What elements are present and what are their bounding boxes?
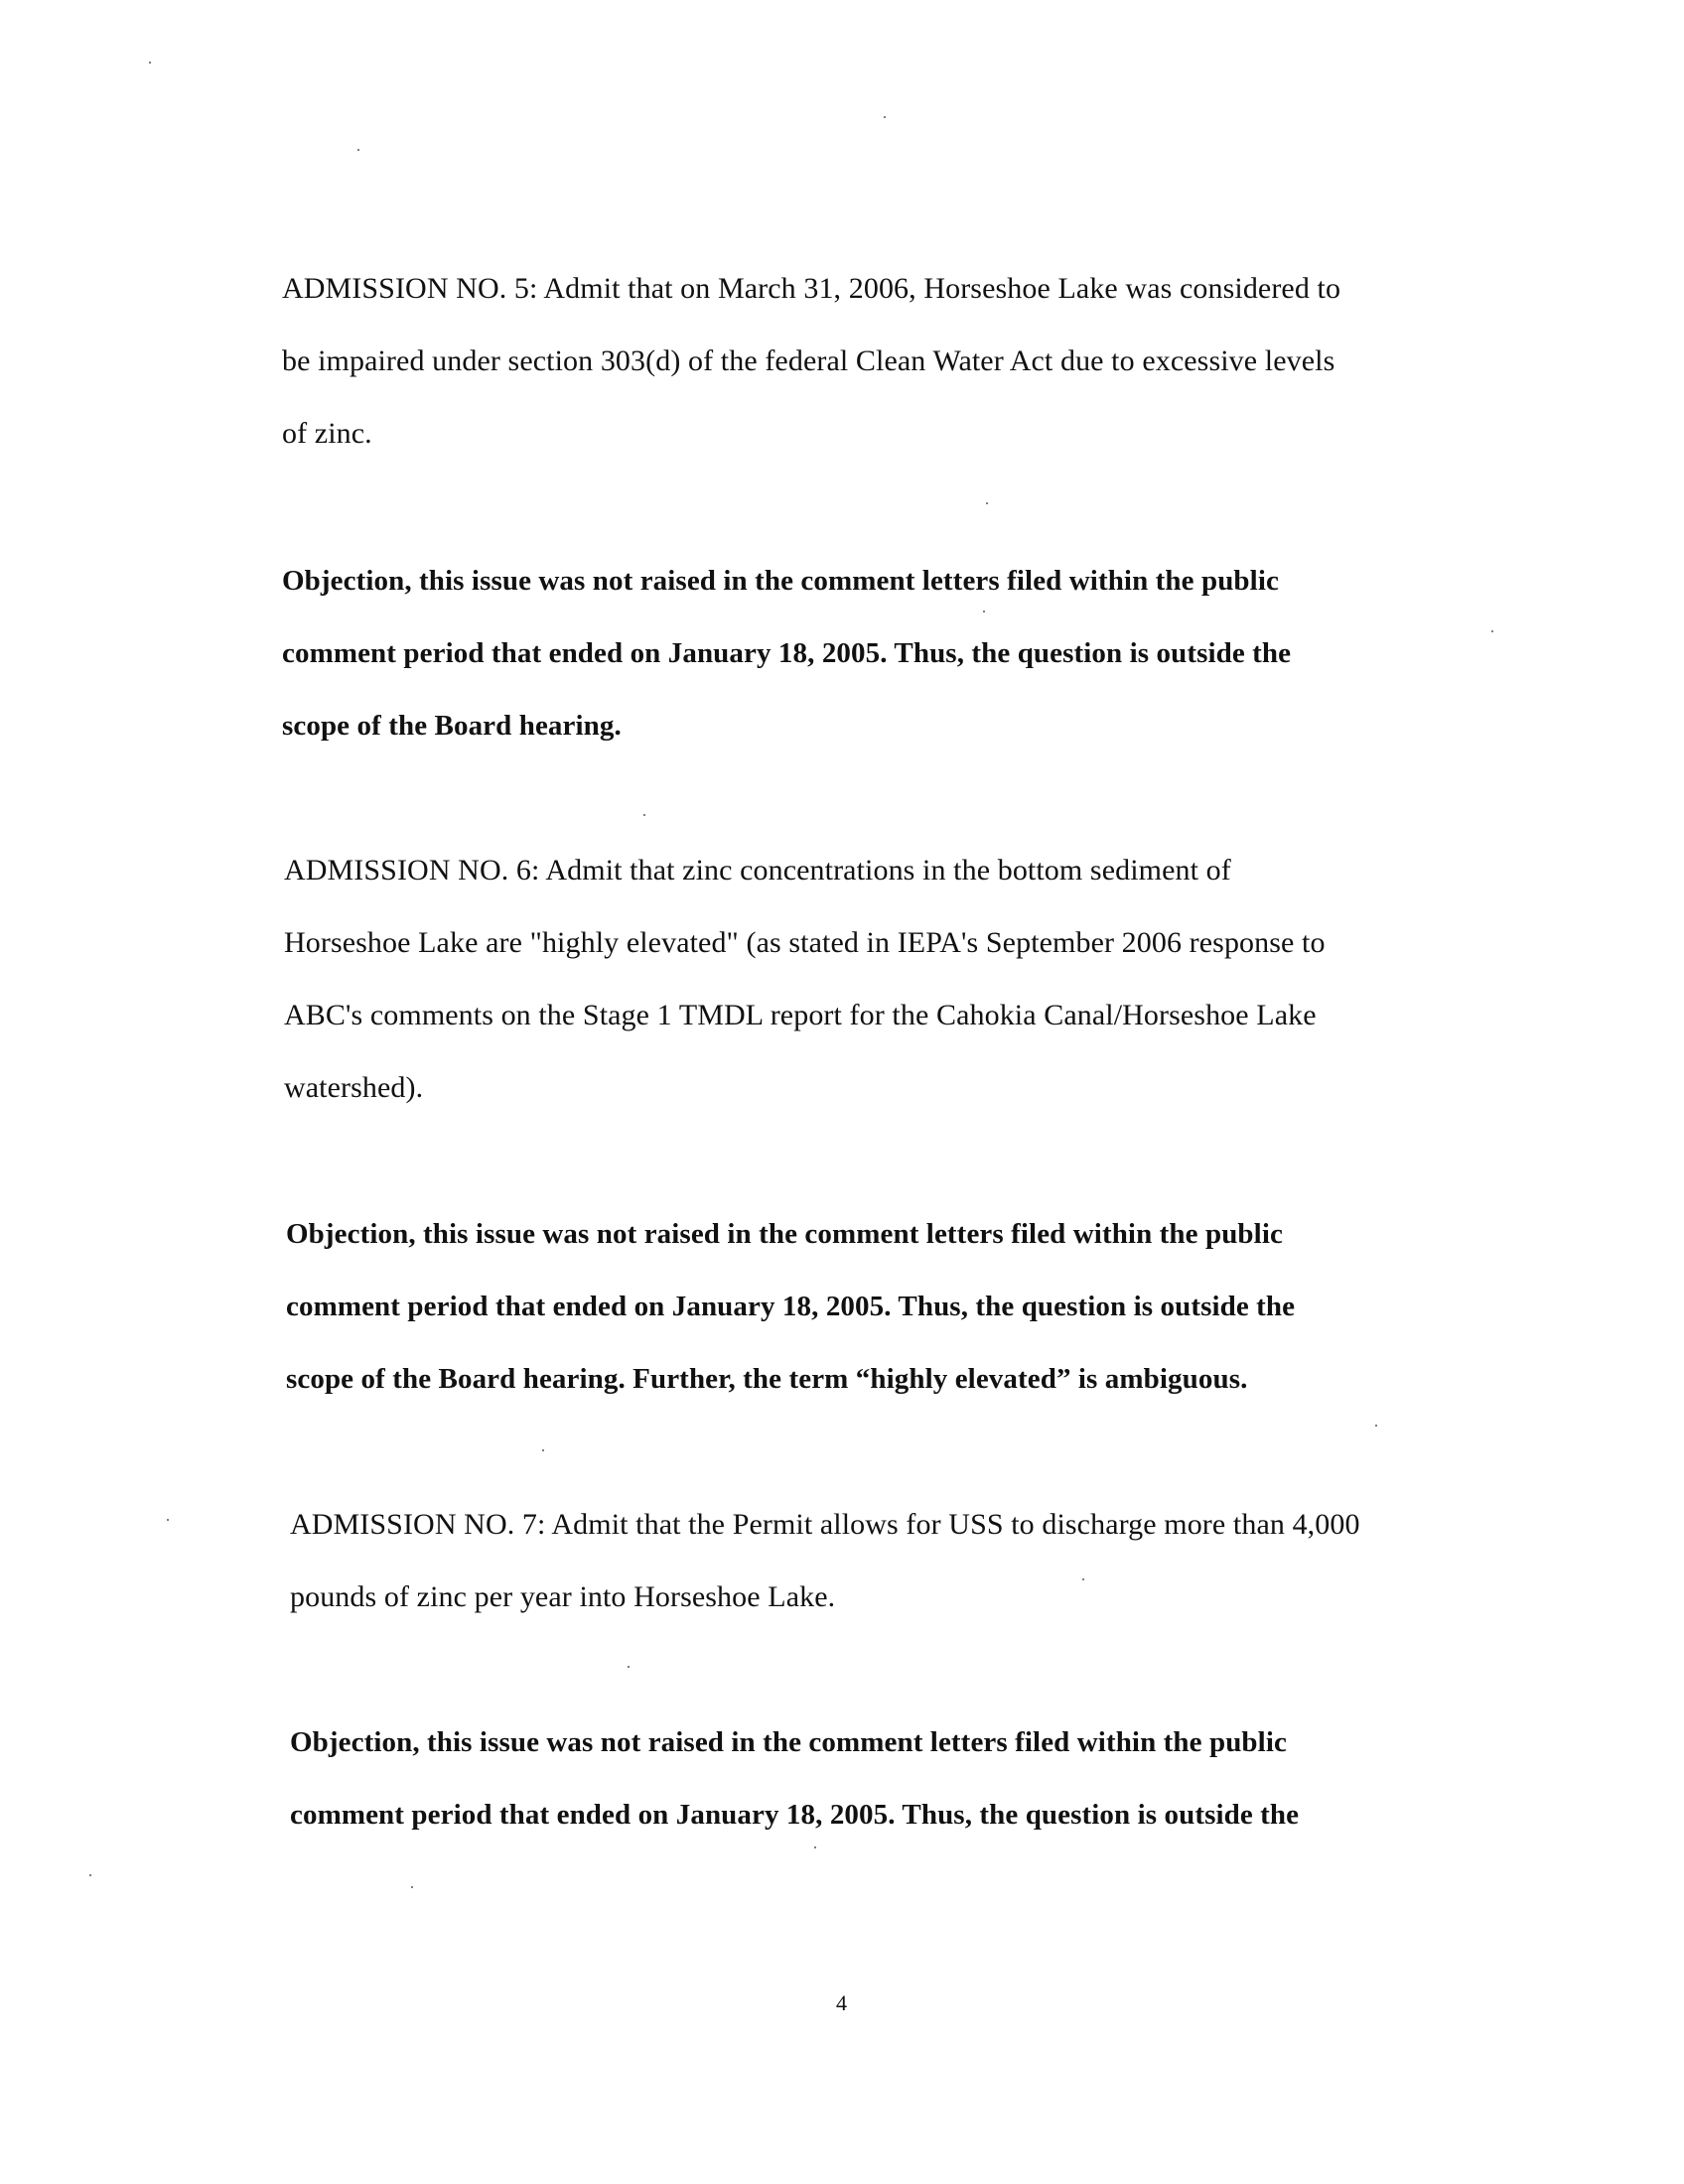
scan-speck: [1082, 1578, 1084, 1580]
admission-6-line-4: watershed).: [284, 1071, 424, 1104]
admission-7-line-1: ADMISSION NO. 7: Admit that the Permit allows for USS to discharge more than 4,000: [290, 1508, 1360, 1541]
page-number: 4: [836, 1990, 847, 2015]
admission-6-line-3: ABC's comments on the Stage 1 TMDL report for the Cahokia Canal/Horseshoe Lake: [284, 999, 1317, 1031]
objection-2-line-2: comment period that ended on January 18, 2005. Thus, the question is outside the: [286, 1291, 1296, 1322]
admission-5-line-2: be impaired under section 303(d) of the federal Clean Water Act due to excessive levels: [282, 344, 1335, 377]
scan-speck: [986, 502, 988, 504]
scan-speck: [89, 1874, 91, 1876]
objection-1-line-2: comment period that ended on January 18, 2005. Thus, the question is outside the: [282, 637, 1292, 669]
admission-6-line-2: Horseshoe Lake are "highly elevated" (as stated in IEPA's September 2006 response to: [284, 926, 1326, 959]
scan-speck: [884, 116, 886, 118]
admission-5-line-3: of zinc.: [282, 417, 372, 450]
objection-1-line-1: Objection, this issue was not raised in the comment letters filed within the public: [282, 565, 1279, 597]
scan-speck: [149, 62, 151, 64]
objection-2-line-1: Objection, this issue was not raised in the comment letters filed within the public: [286, 1218, 1283, 1250]
scan-speck: [167, 1519, 169, 1521]
scan-speck: [542, 1449, 544, 1451]
objection-3-line-2: comment period that ended on January 18, 2005. Thus, the question is outside the: [290, 1799, 1300, 1831]
scan-speck: [1491, 630, 1493, 632]
admission-6-line-1: ADMISSION NO. 6: Admit that zinc concentrations in the bottom sediment of: [284, 854, 1231, 887]
objection-2-line-3: scope of the Board hearing. Further, the term “highly elevated” is ambiguous.: [286, 1363, 1248, 1395]
scan-speck: [643, 814, 645, 816]
admission-7-line-2: pounds of zinc per year into Horseshoe Lake.: [290, 1580, 836, 1613]
scan-speck: [628, 1666, 630, 1668]
scan-speck: [357, 149, 359, 151]
scan-speck: [1375, 1425, 1377, 1427]
scan-speck: [411, 1886, 413, 1888]
objection-3-line-1: Objection, this issue was not raised in the comment letters filed within the public: [290, 1726, 1287, 1758]
objection-1-line-3: scope of the Board hearing.: [282, 710, 622, 742]
scan-speck: [983, 611, 985, 613]
scan-speck: [814, 1846, 816, 1848]
admission-5-line-1: ADMISSION NO. 5: Admit that on March 31, 2006, Horseshoe Lake was considered to: [282, 272, 1341, 305]
